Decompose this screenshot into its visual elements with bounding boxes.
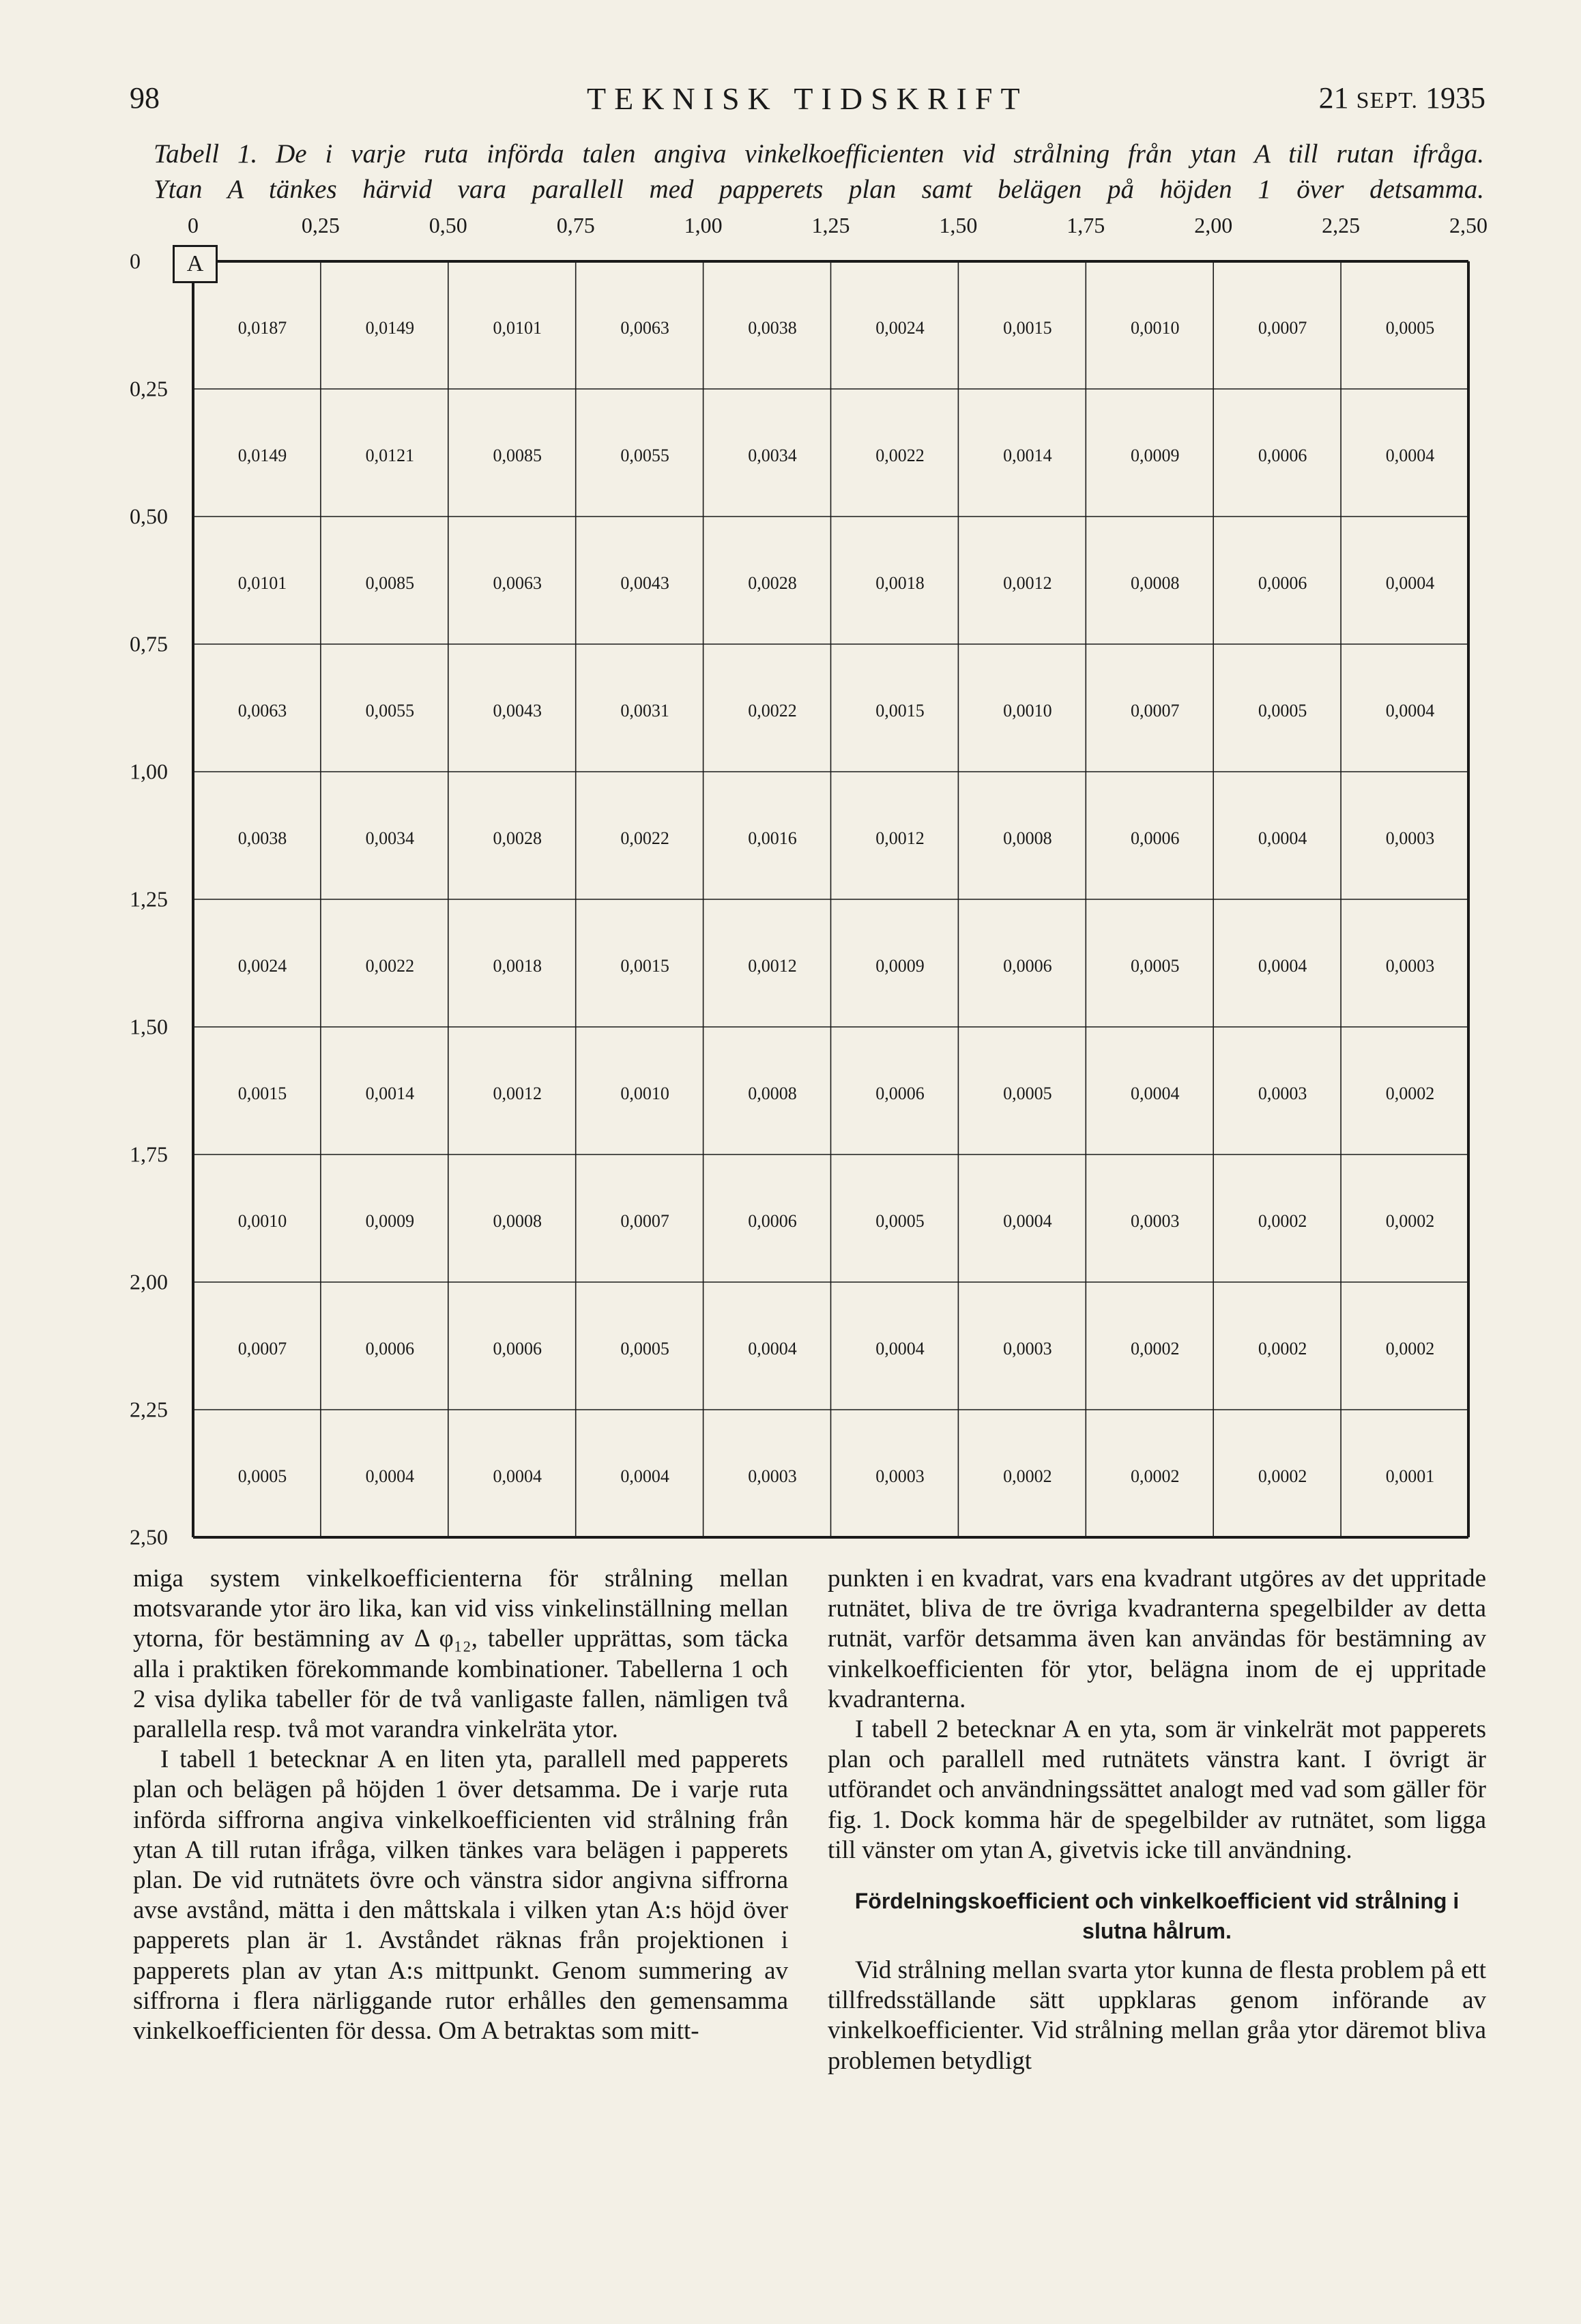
table-cell-value: 0,0015 — [1003, 317, 1052, 338]
x-axis-label: 2,00 — [1194, 213, 1233, 237]
table-cell-value: 0,0006 — [748, 1210, 797, 1231]
table-cell-value: 0,0003 — [1258, 1083, 1307, 1103]
table-cell-value: 0,0149 — [365, 317, 415, 338]
table-cell-value: 0,0002 — [1003, 1466, 1052, 1486]
table-cell-value: 0,0016 — [748, 828, 797, 848]
table-cell-value: 0,0002 — [1131, 1338, 1180, 1359]
table-cell-value: 0,0004 — [620, 1466, 669, 1486]
table-cell-value: 0,0012 — [875, 828, 925, 848]
table-cell-value: 0,0004 — [1385, 445, 1435, 465]
table-cell-value: 0,0010 — [620, 1083, 669, 1103]
table-cell-value: 0,0006 — [365, 1338, 415, 1359]
table-cell-value: 0,0007 — [237, 1338, 287, 1359]
table-cell-value: 0,0006 — [1258, 572, 1307, 593]
table-cell-value: 0,0009 — [365, 1210, 415, 1231]
table-cell-value: 0,0012 — [1003, 572, 1052, 593]
table-cell-value: 0,0007 — [620, 1210, 669, 1231]
table-cell-value: 0,0004 — [1258, 828, 1307, 848]
body-paragraph: Vid strålning mellan svarta ytor kunna de flesta problem på ett tillfredsställande sätt uppklaras genom införande av vinkelkoefficienter. Vid strålning mellan gråa ytor däremot bliva problemen betydligt — [828, 1956, 1486, 2075]
table-cell-value: 0,0004 — [493, 1466, 542, 1486]
x-axis-label: 0,25 — [301, 213, 340, 237]
table-cell-value: 0,0149 — [237, 445, 287, 465]
table-cell-value: 0,0002 — [1258, 1338, 1307, 1359]
table-cell-value: 0,0015 — [620, 955, 669, 976]
table-cell-value: 0,0002 — [1258, 1210, 1307, 1231]
y-axis-label: 1,00 — [130, 759, 168, 784]
table-cell-value: 0,0012 — [493, 1083, 542, 1103]
table-cell-value: 0,0085 — [493, 445, 542, 465]
issue-month: SEPT. — [1356, 88, 1418, 113]
table-cell-value: 0,0010 — [237, 1210, 287, 1231]
table-cell-value: 0,0022 — [748, 700, 797, 721]
table-cell-value: 0,0007 — [1131, 700, 1180, 721]
table-cell-value: 0,0024 — [875, 317, 925, 338]
table-cell-value: 0,0055 — [620, 445, 669, 465]
table-cell-value: 0,0005 — [1131, 955, 1180, 976]
table-cell-value: 0,0008 — [748, 1083, 797, 1103]
body-paragraph: miga system vinkelkoefficienterna för strålning mellan motsvarande ytor äro lika, kan vid viss vinkelinställning mellan ytorna, för bestämning av Δ φ₁₂, tabeller upprättas, som täcka alla i praktiken förekommande kombinationer. Tabellerna 1 och 2 visa dylika tabeller för de två vanligaste fallen, nämligen två parallella resp. två mot varandra vinkelräta ytor. — [133, 1565, 788, 1744]
table-cell-value: 0,0012 — [748, 955, 797, 976]
table-cell-value: 0,0063 — [493, 572, 542, 593]
table-cell-value: 0,0008 — [1003, 828, 1052, 848]
body-paragraph: punkten i en kvadrat, vars ena kvadrant utgöres av det uppritade rutnätet, bliva de tre övriga kvadranterna spegelbilder av detta rutnät, varför detsamma även kan användas för bestämning av vinkelkoefficienten för ytor, belägna inom de ej uppritade kvadranterna. — [828, 1565, 1486, 1713]
table-cell-value: 0,0015 — [237, 1083, 287, 1103]
table-cell-value: 0,0028 — [493, 828, 542, 848]
table-cell-value: 0,0008 — [493, 1210, 542, 1231]
table-cell-value: 0,0005 — [1003, 1083, 1052, 1103]
table-cell-value: 0,0001 — [1385, 1466, 1435, 1486]
table-cell-value: 0,0022 — [875, 445, 925, 465]
table-cell-value: 0,0002 — [1258, 1466, 1307, 1486]
table-cell-value: 0,0002 — [1385, 1083, 1435, 1103]
table-cell-value: 0,0003 — [748, 1466, 797, 1486]
table-cell-value: 0,0038 — [237, 828, 287, 848]
x-axis-label: 1,75 — [1067, 213, 1105, 237]
table-cell-value: 0,0101 — [493, 317, 542, 338]
table-cell-value: 0,0004 — [1131, 1083, 1180, 1103]
issue-day: 21 — [1318, 81, 1349, 115]
table-cell-value: 0,0010 — [1003, 700, 1052, 721]
table-cell-value: 0,0187 — [237, 317, 287, 338]
table-cell-value: 0,0018 — [875, 572, 925, 593]
table-cell-value: 0,0002 — [1131, 1466, 1180, 1486]
x-axis-label: 0,50 — [429, 213, 467, 237]
x-axis-label: 1,50 — [939, 213, 978, 237]
body-paragraph: I tabell 1 betecknar A en liten yta, parallell med papperets plan och belägen på höjden 1 över detsamma. De i varje ruta införda siffrorna angiva vinkelkoefficienten vid strålning från ytan A till rutan ifråga, vilken tänkes vara belägen i papperets plan. De vid rutnätets övre och vänstra sidor angivna siffrorna avse avstånd, mätta i den måttskala i vilken ytan A:s höjd över papperets plan är 1. Avståndet räknas från projektionen i papperets plan av ytan A:s mittpunkt. Genom summering av siffrorna i flera närliggande rutor erhålles den gemensamma vinkelkoefficienten för dessa. Om A betraktas som mitt- — [133, 1745, 788, 2046]
x-axis-label: 0,75 — [556, 213, 595, 237]
table-cell-value: 0,0010 — [1131, 317, 1180, 338]
table-cell-value: 0,0006 — [875, 1083, 925, 1103]
table-cell-value: 0,0022 — [365, 955, 415, 976]
table-cell-value: 0,0006 — [1131, 828, 1180, 848]
journal-title: TEKNISK TIDSKRIFT — [587, 81, 1028, 116]
table-cell-value: 0,0121 — [365, 445, 415, 465]
table-cell-value: 0,0055 — [365, 700, 415, 721]
table-cell-value: 0,0003 — [1385, 955, 1435, 976]
page-number: 98 — [130, 81, 160, 115]
y-axis-label: 0,25 — [130, 376, 168, 401]
y-axis-label: 0,50 — [130, 504, 168, 529]
table-cell-value: 0,0004 — [1003, 1210, 1052, 1231]
table-cell-value: 0,0005 — [237, 1466, 287, 1486]
table-cell-value: 0,0005 — [875, 1210, 925, 1231]
table-cell-value: 0,0038 — [748, 317, 797, 338]
table-cell-value: 0,0005 — [620, 1338, 669, 1359]
y-axis-label: 2,50 — [130, 1524, 168, 1550]
table-cell-value: 0,0009 — [875, 955, 925, 976]
table-cell-value: 0,0004 — [365, 1466, 415, 1486]
table-cell-value: 0,0034 — [748, 445, 797, 465]
surface-a-marker: A — [173, 245, 218, 283]
table-cell-value: 0,0006 — [1003, 955, 1052, 976]
caption-line-2: Ytan A tänkes härvid vara parallell med papperets plan samt belägen på höjden 1 över detsamma. — [154, 175, 1484, 204]
table-cell-value: 0,0034 — [365, 828, 415, 848]
table-cell-value: 0,0024 — [237, 955, 287, 976]
table-cell-value: 0,0014 — [1003, 445, 1052, 465]
y-axis-label: 2,00 — [130, 1269, 168, 1294]
table-cell-value: 0,0006 — [1258, 445, 1307, 465]
table-cell-value: 0,0004 — [1385, 572, 1435, 593]
table-cell-value: 0,0006 — [493, 1338, 542, 1359]
table-cell-value: 0,0007 — [1258, 317, 1307, 338]
table-cell-value: 0,0009 — [1131, 445, 1180, 465]
table-cell-value: 0,0063 — [237, 700, 287, 721]
caption-line-1: Tabell 1. De i varje ruta införda talen angiva vinkelkoefficienten vid strålning från ytan A till rutan ifråga. — [154, 139, 1484, 169]
issue-year: 1935 — [1425, 81, 1485, 115]
y-axis-label: 2,25 — [130, 1397, 168, 1422]
table-cell-value: 0,0028 — [748, 572, 797, 593]
table-cell-value: 0,0003 — [1003, 1338, 1052, 1359]
x-axis-label: 1,25 — [811, 213, 850, 237]
table-cell-value: 0,0015 — [875, 700, 925, 721]
table-cell-value: 0,0043 — [620, 572, 669, 593]
table-cell-value: 0,0003 — [875, 1466, 925, 1486]
body-paragraph: I tabell 2 betecknar A en yta, som är vinkelrät mot papperets plan och parallell med rutnätets vänstra kant. I övrigt är utförandet och användningssättet analogt med vad som gäller för fig. 1. Dock komma här de spegelbilder av rutnätet, som ligga till vänster om ytan A, givetvis icke till användning. — [828, 1715, 1486, 1864]
x-axis-label: 1,00 — [684, 213, 723, 237]
table-cell-value: 0,0031 — [620, 700, 669, 721]
table-cell-value: 0,0003 — [1385, 828, 1435, 848]
table-cell-value: 0,0085 — [365, 572, 415, 593]
x-axis-label: 2,25 — [1322, 213, 1361, 237]
table-cell-value: 0,0101 — [237, 572, 287, 593]
x-axis-label: 2,50 — [1449, 213, 1488, 237]
x-axis-label: 0 — [188, 213, 199, 237]
section-heading: Fördelningskoefficient och vinkelkoefficient vid strålning i slutna hålrum. — [854, 1889, 1460, 1944]
table-cell-value: 0,0004 — [1385, 700, 1435, 721]
table-cell-value: 0,0063 — [620, 317, 669, 338]
body-column-left — [133, 1564, 788, 2046]
table-cell-value: 0,0043 — [493, 700, 542, 721]
table-cell-value: 0,0002 — [1385, 1210, 1435, 1231]
table-cell-value: 0,0002 — [1385, 1338, 1435, 1359]
body-column-right — [828, 1564, 1486, 2076]
table-cell-value: 0,0005 — [1385, 317, 1435, 338]
y-axis-label: 0 — [130, 248, 141, 274]
y-axis-label: 1,25 — [130, 886, 168, 912]
table-cell-value: 0,0005 — [1258, 700, 1307, 721]
y-axis-label: 1,75 — [130, 1142, 168, 1167]
table-cell-value: 0,0003 — [1131, 1210, 1180, 1231]
table-cell-value: 0,0004 — [1258, 955, 1307, 976]
table-cell-value: 0,0008 — [1131, 572, 1180, 593]
table-cell-value: 0,0014 — [365, 1083, 415, 1103]
table-cell-value: 0,0004 — [748, 1338, 797, 1359]
y-axis-label: 0,75 — [130, 631, 168, 656]
table-cell-value: 0,0004 — [875, 1338, 925, 1359]
y-axis-label: 1,50 — [130, 1014, 168, 1039]
table-cell-value: 0,0018 — [493, 955, 542, 976]
table-cell-value: 0,0022 — [620, 828, 669, 848]
